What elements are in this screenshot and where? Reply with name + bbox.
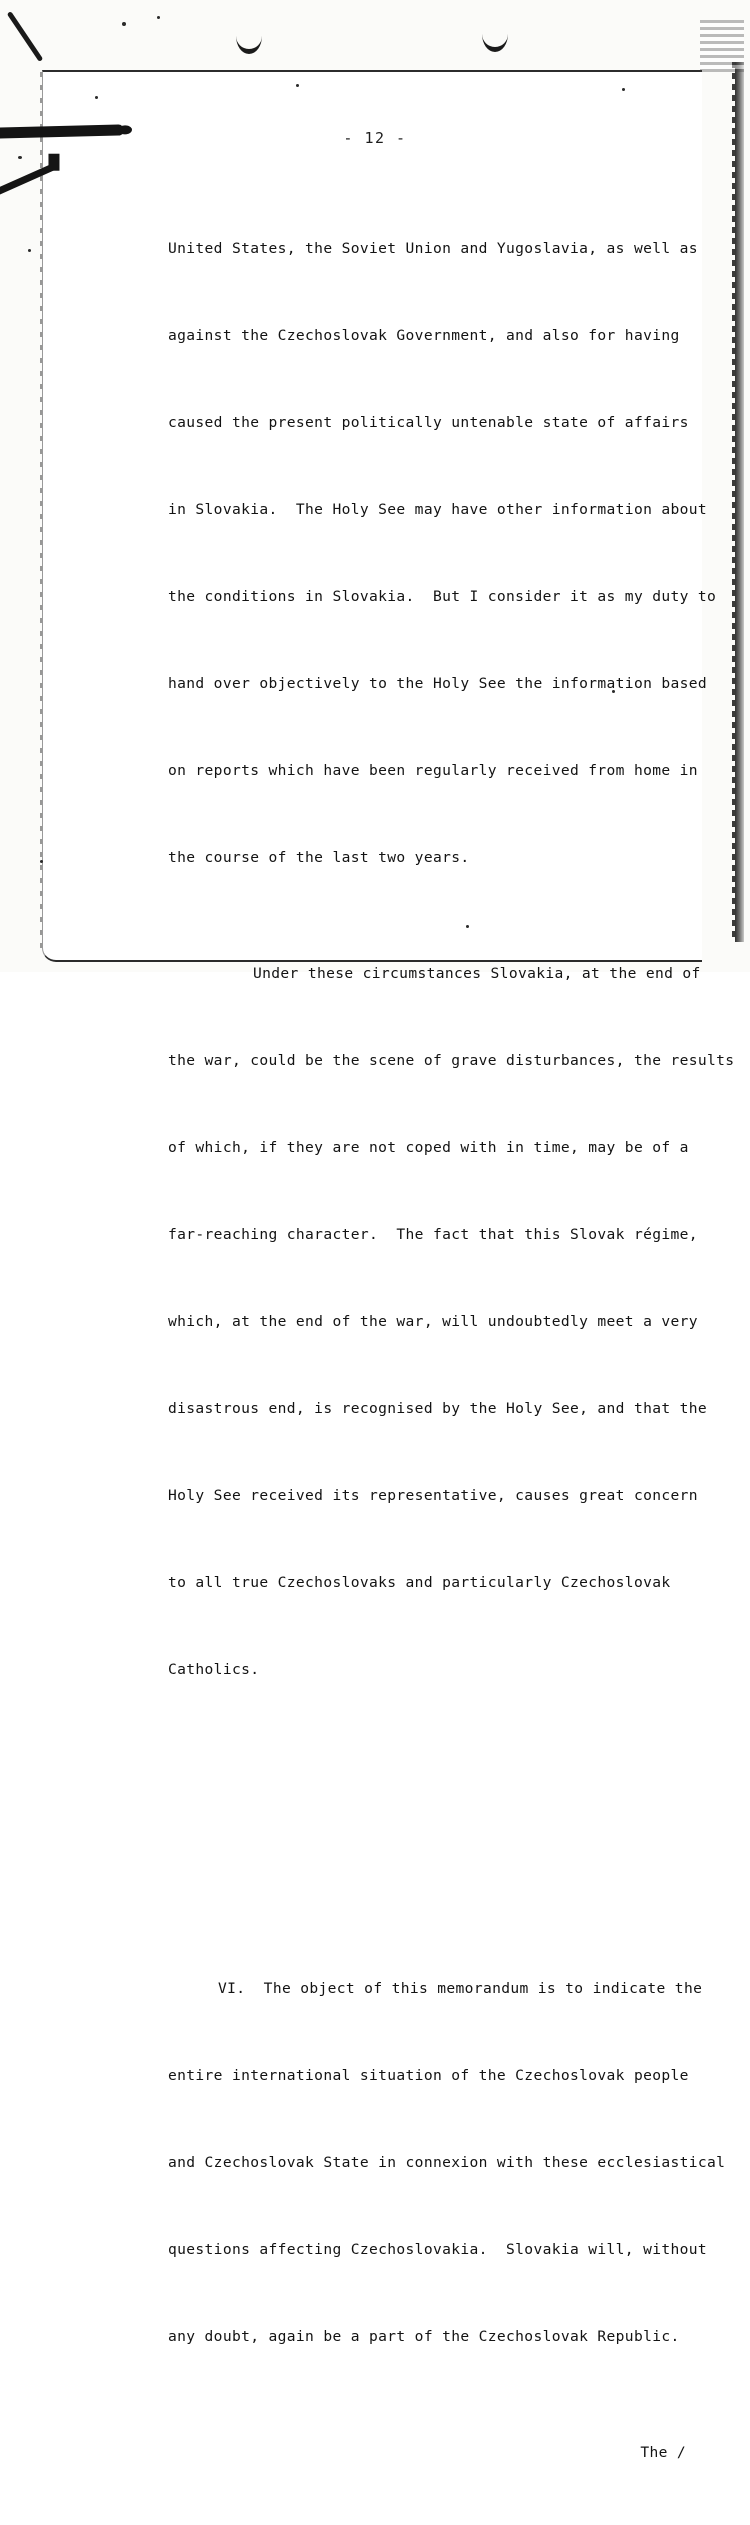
text-line: in Slovakia. The Holy See may have other information about (168, 501, 708, 518)
text-line: VI. The object of this memorandum is to indicate the (218, 1980, 703, 1997)
page-number: - 12 - (343, 129, 407, 147)
text-line: the conditions in Slovakia. But I consider it as my duty to (168, 588, 717, 605)
text-line: United States, the Soviet Union and Yugoslavia, as well as (168, 240, 698, 257)
text-line: on reports which have been regularly received from home in (168, 762, 698, 779)
page-left-edge (40, 72, 42, 952)
text-line: and Czechoslovak State in connexion with these ecclesiastical (168, 2154, 726, 2171)
scan-speck (95, 96, 98, 99)
blank-line (168, 1771, 728, 1800)
text-line: of which, if they are not coped with in time, may be of a (168, 1139, 689, 1156)
scan-speck (122, 22, 126, 26)
text-line: entire international situation of the Czechoslovak people (168, 2067, 689, 2084)
text-line: Catholics. (168, 1661, 260, 1678)
page-right-edge (735, 62, 744, 942)
scan-speck (622, 88, 625, 91)
text-line: any doubt, again be a part of the Czechoslovak Republic. (168, 2328, 680, 2345)
scan-speck (157, 16, 160, 19)
scan-speck (296, 84, 299, 87)
catchword: The / (640, 2444, 686, 2461)
scan-speck (28, 249, 31, 252)
text-line: Under these circumstances Slovakia, at the end of (253, 965, 701, 982)
text-line: Holy See received its representative, causes great concern (168, 1487, 698, 1504)
page-top-right-corner-shadow (700, 20, 744, 72)
scan-speck (18, 156, 22, 159)
document-body (168, 176, 735, 2525)
text-line: to all true Czechoslovaks and particularly Czechoslovak (168, 1574, 671, 1591)
blank-line (168, 1858, 728, 1887)
text-line: which, at the end of the war, will undoubtedly meet a very (168, 1313, 698, 1330)
text-line: the course of the last two years. (168, 849, 470, 866)
text-line: questions affecting Czechoslovakia. Slovakia will, without (168, 2241, 708, 2258)
text-line: caused the present politically untenable state of affairs (168, 414, 689, 431)
text-line: hand over objectively to the Holy See the information based (168, 675, 708, 692)
text-line: disastrous end, is recognised by the Holy See, and that the (168, 1400, 708, 1417)
text-line: against the Czechoslovak Government, and also for having (168, 327, 680, 344)
text-line: far-reaching character. The fact that this Slovak régime, (168, 1226, 698, 1243)
text-line: the war, could be the scene of grave disturbances, the results (168, 1052, 735, 1069)
scan-speck (40, 860, 43, 863)
